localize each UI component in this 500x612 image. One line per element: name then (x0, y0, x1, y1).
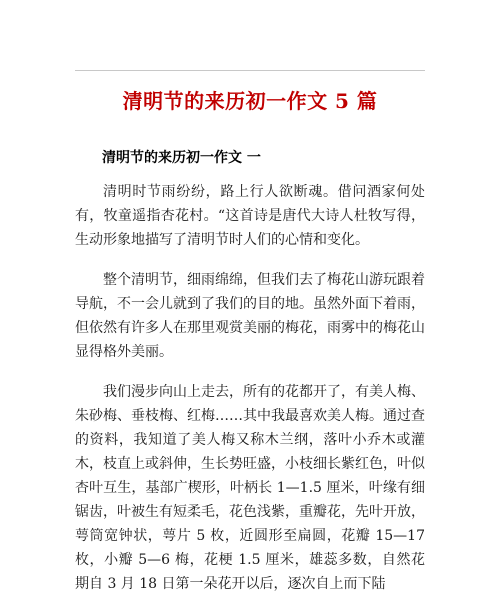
header-rule (75, 70, 425, 71)
paragraph-1: 清明时节雨纷纷，路上行人欲断魂。借问酒家何处有，牧童遥指杏花村。“这首诗是唐代大诗人杜牧写得，生动形象地描写了清明节时人们的心情和变化。 (75, 184, 425, 248)
paragraph-3: 我们漫步向山上走去，所有的花都开了，有美人梅、朱砂梅、垂枝梅、红梅……其中我最喜欢美人梅。通过查的资料，我知道了美人梅又称木兰纲，落叶小乔木或灌木，枝直上或斜伸，生长势旺盛，小枝细长紫红色，叶似杏叶互生，基部广楔形，叶柄长 1—1.5 厘米，叶缘有细锯齿，叶被生有短柔毛，花色浅紫，重瓣花，先叶开放，萼筒宽钟状，萼片 5 枚，近圆形至扁圆，花瓣 15—17 枚，小瓣 5—6 梅，花梗 1.5 厘米，雄蕊多数，自然花期自 3 月 18 日第一朵花开以后，逐次自上而下陆 (75, 384, 425, 592)
document-title: 清明节的来历初一作文 5 篇 (122, 89, 378, 113)
article-body (75, 180, 425, 612)
paragraph-2: 整个清明节，细雨绵绵，但我们去了梅花山游玩跟着导航，不一会儿就到了我们的目的地。虽然外面下着雨，但依然有许多人在那里观赏美丽的梅花，雨雾中的梅花山显得格外美丽。 (75, 272, 425, 360)
section-heading: 清明节的来历初一作文 一 (102, 150, 261, 166)
